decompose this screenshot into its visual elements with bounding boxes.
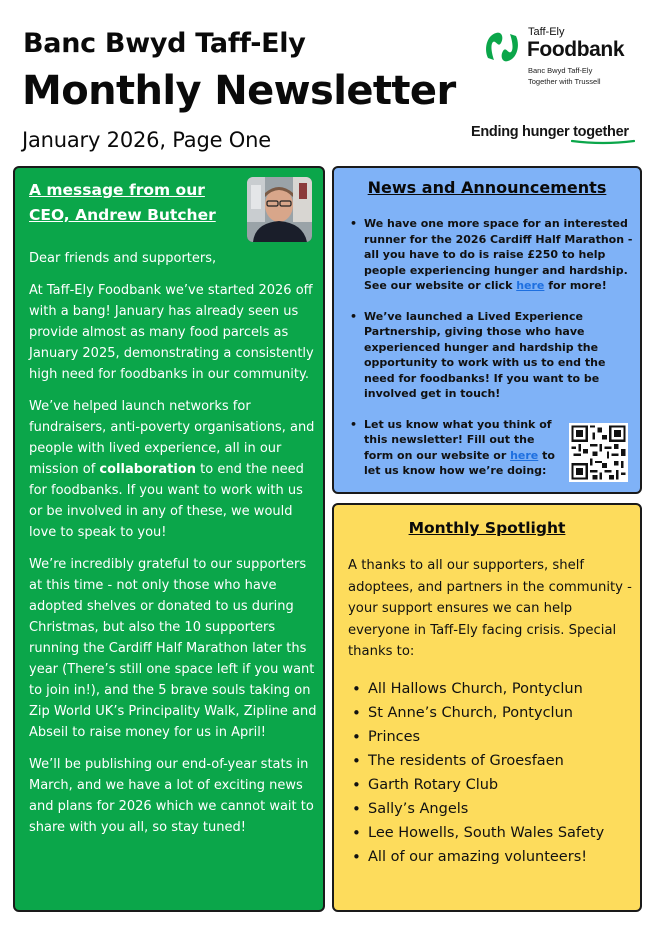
list-item: • The residents of Groesfaen [346,749,636,773]
news-item-1-text-end: for more! [544,279,607,292]
logo-big-text: Foodbank [527,38,625,61]
news-panel [332,166,642,494]
news-heading: News and Announcements [367,178,607,197]
spotlight-panel [332,503,642,912]
list-item: • Lee Howells, South Wales Safety [346,821,636,845]
list-item: • Garth Rotary Club [346,773,636,797]
list-item: • St Anne’s Church, Pontyclun [346,701,636,725]
ceo-paragraph-4: We’ll be publishing our end-of-year stats in March, and we have a lot of exciting news and plans for 2026 which we cannot wait to share with you all, so stay tuned! [29,757,314,835]
ceo-paragraph-2-end: to end the need for foodbanks. If you want to work with us or be involved in any of these, we would love to speak to you! [29,462,304,540]
tagline [471,124,629,140]
spotlight-intro: A thanks to all our supporters, shelf adoptees, and partners in the community - your support ensures we can help everyone in Taff-Ely facing crisis. Special thanks to: [348,558,632,659]
list-item: • Princes [346,725,636,749]
tagline-emphasis [573,124,629,140]
ceo-paragraph-2 [29,396,319,543]
logo-sub-text-welsh: Banc Bwyd Taff-Ely [528,66,593,75]
qr-code-icon[interactable] [569,423,628,482]
half-marathon-link[interactable]: here [516,279,545,292]
news-item-1-text: We have one more space for an interested runner for the 2026 Cardiff Half Marathon - all you have to do is raise £250 to help people experiencing hunger and hardship. See our website or click [364,217,633,292]
tagline-prefix: Ending hunger [471,124,574,140]
logo-small-text: Taff-Ely [528,26,565,38]
list-item: • All Hallows Church, Pontyclun [346,677,636,701]
qr-code-graphic [569,423,628,482]
ceo-paragraph-3: We’re incredibly grateful to our supporters at this time - not only those who have adopted shelves or donated to us during Christmas, but also the 10 supporters running the Cardiff Half Marathon later ths year (There’s still one space left if you want to join in!), and the 5 brave souls taking on Zip World UK’s Principality Walk, Zipline and Abseil to raise money for us in April! [29,557,317,740]
news-item-lived-experience: • We’ve launched a Lived Experience Partnership, giving those who have experienced hunger and hardship the opportunity to work with us to end the need for foodbanks! If you want to be involved get in touch! [348,309,633,402]
list-item: • All of our amazing volunteers! [346,845,636,869]
ceo-paragraph-2-start: We’ve helped launch networks for fundraisers, anti-poverty organisations, and people with lived experience, all in our mission of [29,399,315,477]
ceo-greeting: Dear friends and supporters, [29,251,217,266]
news-item-3-text: Let us know what you think of this newsletter! Fill out the form on our website or [364,417,552,462]
ceo-message-body [29,248,319,849]
news-item-feedback [348,417,564,479]
ceo-paragraph-1: At Taff-Ely Foodbank we’ve started 2026 off with a bang! January has already seen us provide almost as many food parcels as January 2025, demonstrating a consistently high need for foodbanks in our community. [29,283,314,382]
spotlight-thanks-list [346,677,636,869]
ceo-message-heading: A message from our CEO, Andrew Butcher [29,181,216,224]
tagline-emphasis-text: together [573,124,629,140]
news-item-3-text-end: to let us know how we’re doing: [364,448,555,477]
list-item: • Sally’s Angels [346,797,636,821]
ceo-photo [247,177,312,242]
foodbank-logo [482,26,642,90]
ceo-paragraph-2-emphasis: collaboration [99,462,197,477]
newsletter-issue-date: January 2026, Page One [22,128,271,152]
spotlight-heading: Monthly Spotlight [408,519,566,537]
newsletter-title: Monthly Newsletter [22,68,456,114]
feedback-form-link[interactable]: here [510,448,539,462]
ceo-portrait-image [247,177,312,242]
logo-sub-text-trussell: Together with Trussell [528,77,601,86]
newsletter-org-title: Banc Bwyd Taff-Ely [23,28,306,59]
tagline-underline-swoosh [571,139,635,145]
news-item-half-marathon [348,216,633,294]
foodbank-logo-mark-icon [482,28,522,66]
ceo-message-panel [13,166,325,912]
